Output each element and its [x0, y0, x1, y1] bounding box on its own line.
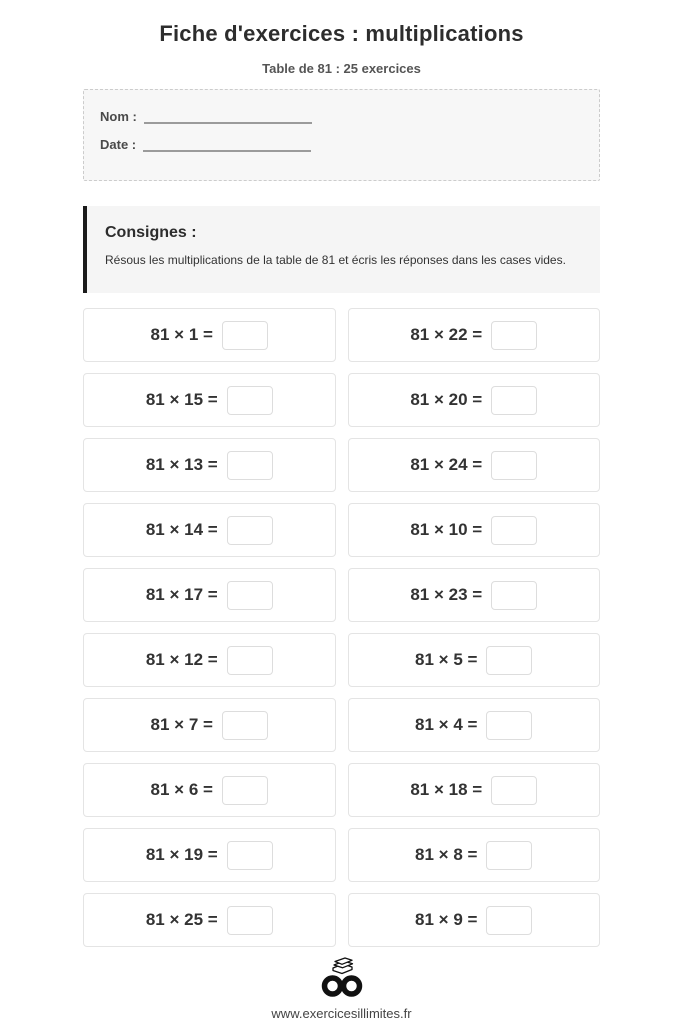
exercise-label: 81 × 22 =	[410, 325, 483, 344]
answer-input[interactable]	[491, 451, 537, 480]
identity-box	[83, 89, 600, 181]
answer-input[interactable]	[491, 776, 537, 805]
answer-input[interactable]	[486, 841, 532, 870]
exercise-grid	[83, 308, 600, 947]
exercise-card	[83, 568, 336, 622]
exercise-label: 81 × 8 =	[415, 845, 478, 864]
exercise-card	[83, 373, 336, 427]
exercise-card	[83, 308, 336, 362]
answer-input[interactable]	[222, 776, 268, 805]
date-row	[100, 137, 583, 152]
exercise-label: 81 × 25 =	[145, 910, 218, 929]
footer-url: www.exercicesillimites.fr	[271, 1006, 412, 1021]
answer-input[interactable]	[227, 451, 273, 480]
name-label: Nom :	[100, 109, 137, 124]
date-write-line	[143, 139, 311, 152]
exercise-card	[83, 828, 336, 882]
exercise-label: 81 × 7 =	[150, 715, 213, 734]
page-subtitle: Table de 81 : 25 exercices	[262, 61, 421, 76]
exercise-label: 81 × 4 =	[415, 715, 478, 734]
exercise-label: 81 × 23 =	[410, 585, 483, 604]
exercise-label: 81 × 19 =	[145, 845, 218, 864]
exercise-card	[83, 438, 336, 492]
exercise-label: 81 × 13 =	[145, 455, 218, 474]
date-label: Date :	[100, 137, 137, 152]
exercise-label: 81 × 10 =	[410, 520, 483, 539]
answer-input[interactable]	[222, 711, 268, 740]
name-row	[100, 109, 583, 124]
exercise-card	[348, 373, 601, 427]
answer-input[interactable]	[227, 516, 273, 545]
footer	[83, 956, 600, 1021]
answer-input[interactable]	[486, 711, 532, 740]
exercise-card	[348, 503, 601, 557]
instructions-text: Résous les multiplications de la table de 81 et écris les réponses dans les cases vides.	[105, 253, 566, 267]
answer-input[interactable]	[491, 321, 537, 350]
exercise-card	[83, 503, 336, 557]
page-title: Fiche d'exercices : multiplications	[159, 21, 524, 46]
exercise-label: 81 × 18 =	[410, 780, 483, 799]
exercise-card	[348, 438, 601, 492]
answer-input[interactable]	[227, 906, 273, 935]
infinity-books-logo-icon	[319, 956, 365, 998]
exercise-label: 81 × 1 =	[150, 325, 213, 344]
answer-input[interactable]	[486, 906, 532, 935]
exercise-card	[83, 633, 336, 687]
answer-input[interactable]	[491, 516, 537, 545]
answer-input[interactable]	[222, 321, 268, 350]
exercise-label: 81 × 12 =	[145, 650, 218, 669]
answer-input[interactable]	[227, 841, 273, 870]
exercise-label: 81 × 24 =	[410, 455, 483, 474]
exercise-card	[348, 893, 601, 947]
exercise-label: 81 × 15 =	[145, 390, 218, 409]
instructions-box	[83, 206, 600, 293]
name-write-line	[144, 111, 312, 124]
answer-input[interactable]	[227, 581, 273, 610]
answer-input[interactable]	[491, 581, 537, 610]
exercise-label: 81 × 9 =	[415, 910, 478, 929]
exercise-card	[83, 893, 336, 947]
exercise-card	[348, 698, 601, 752]
answer-input[interactable]	[486, 646, 532, 675]
answer-input[interactable]	[491, 386, 537, 415]
instructions-heading: Consignes :	[105, 224, 197, 241]
exercise-label: 81 × 5 =	[415, 650, 478, 669]
exercise-card	[348, 828, 601, 882]
answer-input[interactable]	[227, 646, 273, 675]
exercise-label: 81 × 6 =	[150, 780, 213, 799]
exercise-card	[348, 763, 601, 817]
answer-input[interactable]	[227, 386, 273, 415]
exercise-label: 81 × 20 =	[410, 390, 483, 409]
exercise-label: 81 × 14 =	[145, 520, 218, 539]
exercise-card	[348, 308, 601, 362]
exercise-card	[83, 698, 336, 752]
exercise-card	[348, 633, 601, 687]
exercise-card	[83, 763, 336, 817]
exercise-card	[348, 568, 601, 622]
exercise-label: 81 × 17 =	[145, 585, 218, 604]
worksheet-container	[83, 0, 600, 1021]
